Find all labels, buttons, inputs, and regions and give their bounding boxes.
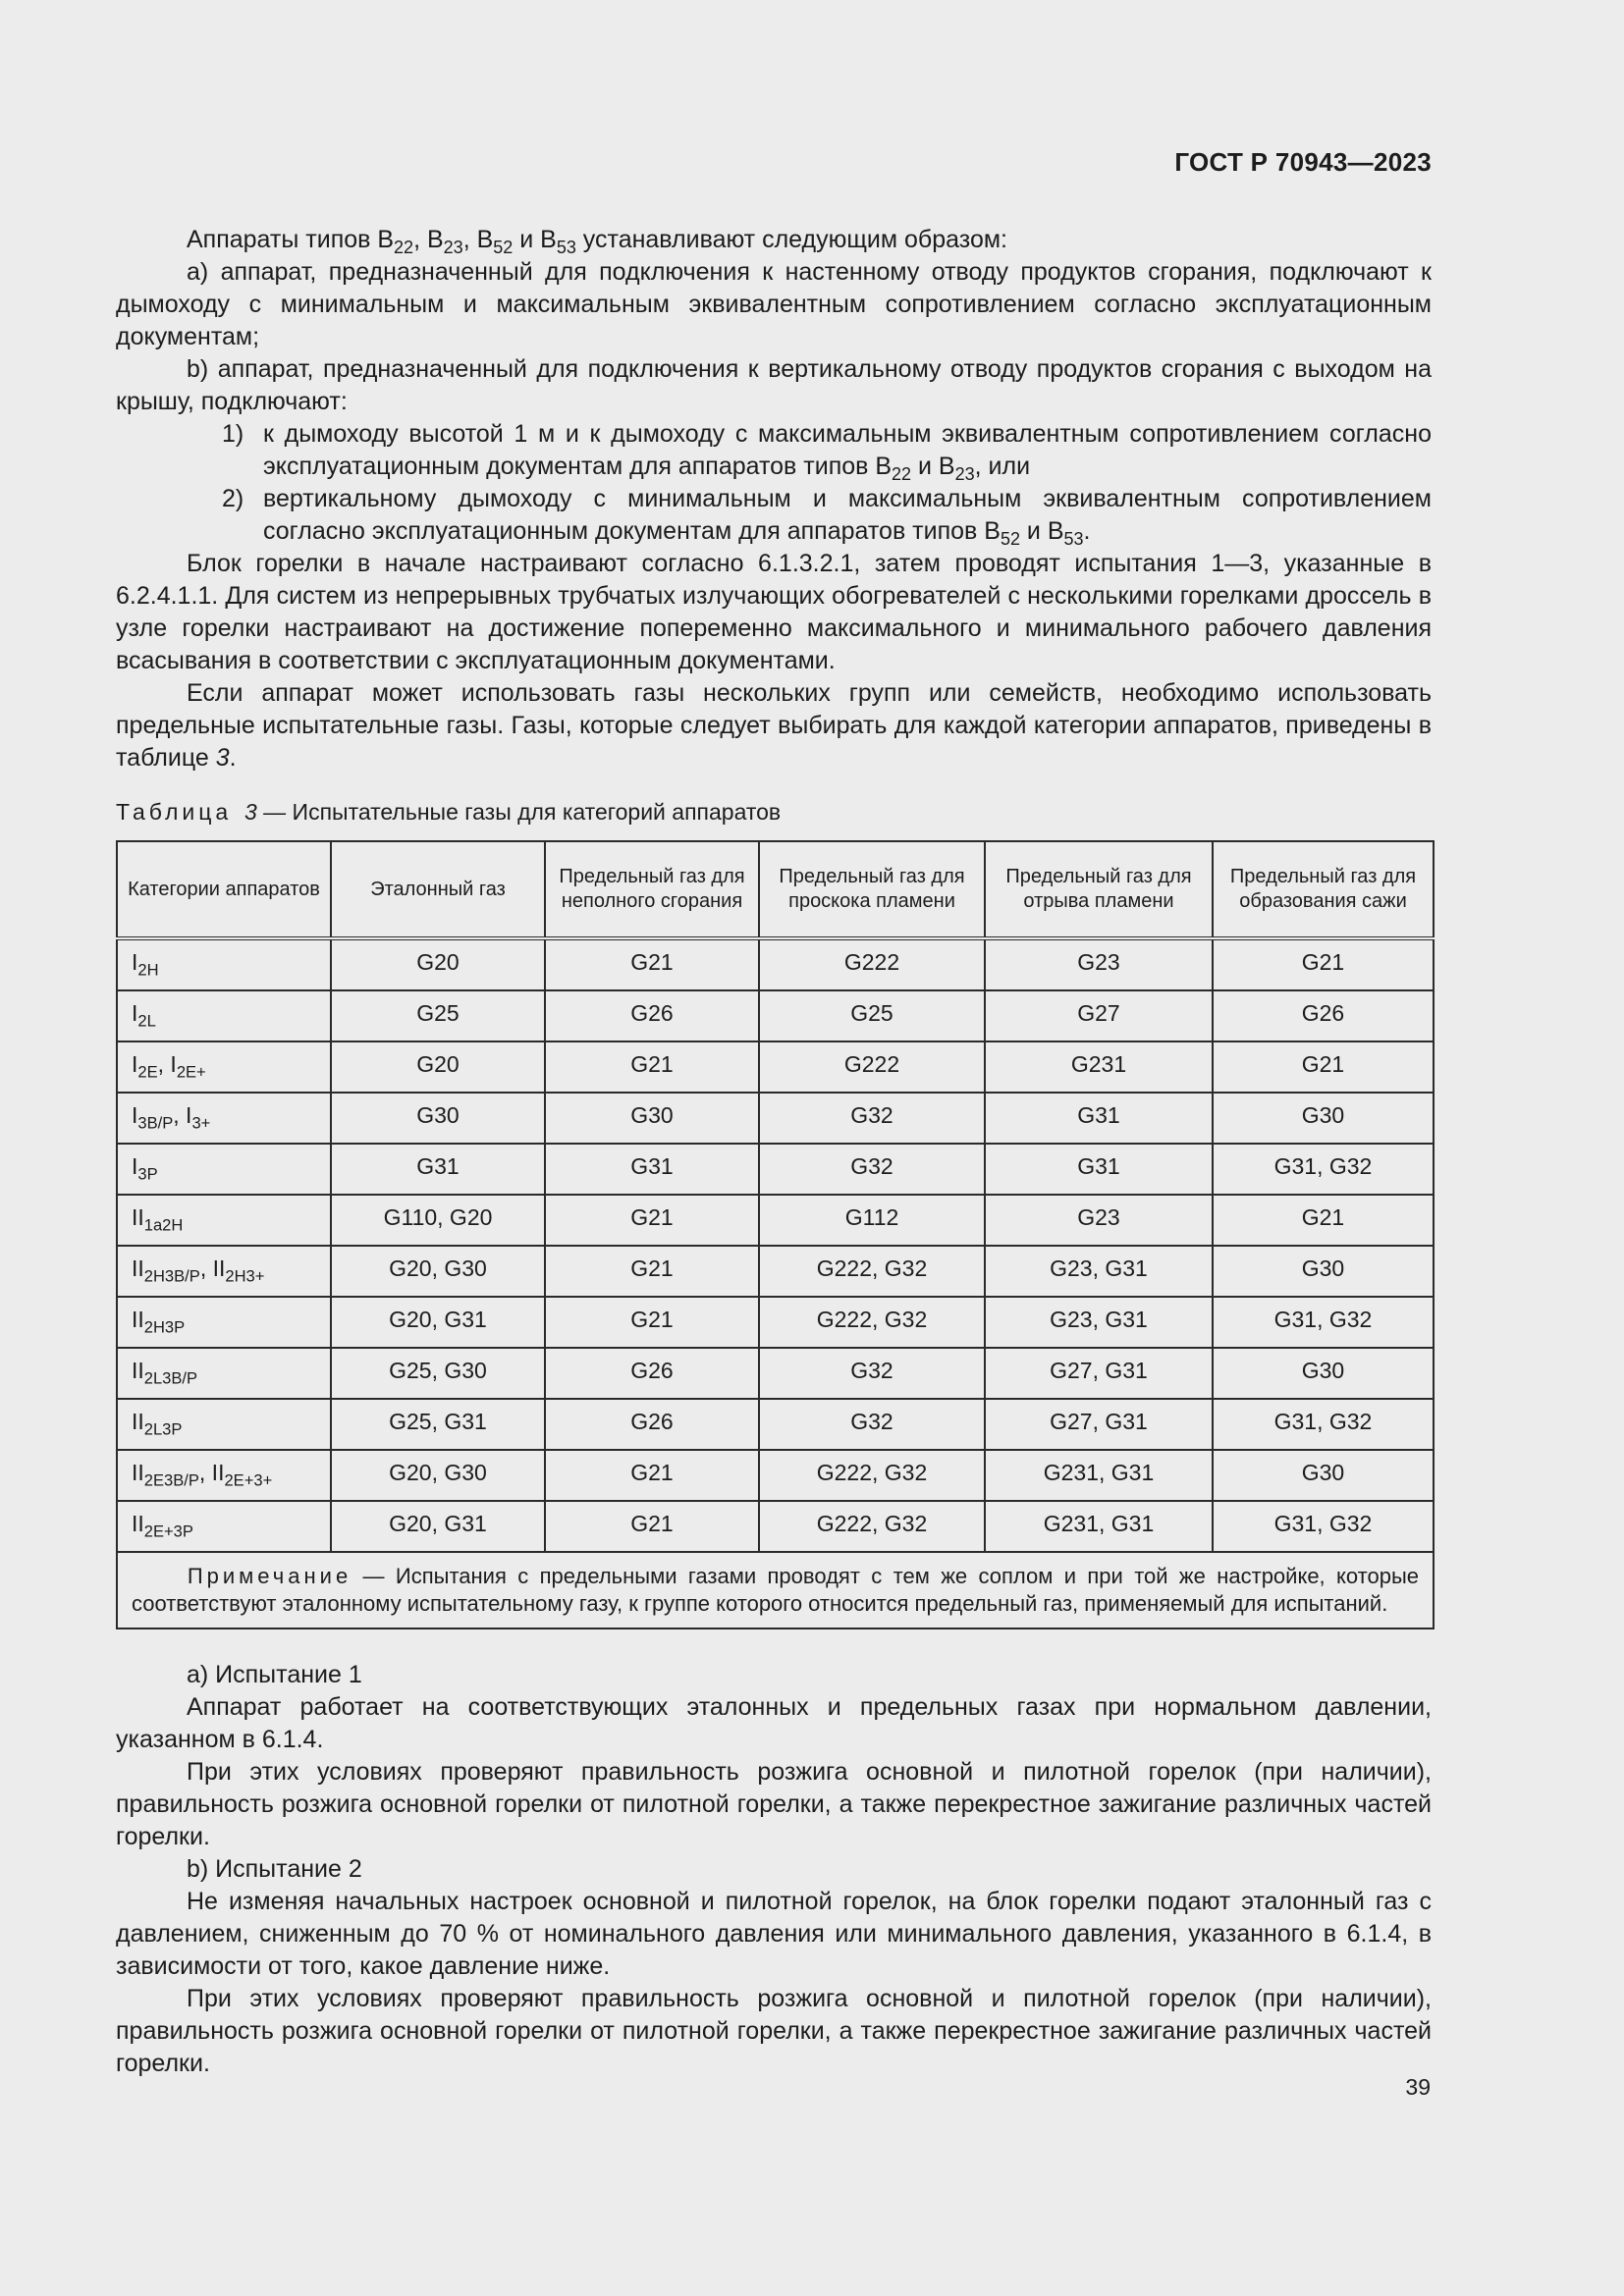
table-row: [117, 1144, 1434, 1195]
test2-paragraph-1: Не изменяя начальных настроек основной и пилотной горелок, на блок горелки подают эталонный газ с давлением, сниженным до 70 % от номинального давления или минимального давления, указанного в 6.1.4, в зависимости от того, какое давление ниже.: [116, 1888, 1432, 1980]
gas-cell: G26: [545, 1399, 759, 1450]
gas-cell: G21: [545, 1450, 759, 1501]
gas-cell: G112: [759, 1195, 985, 1246]
test1-paragraph-2: При этих условиях проверяют правильность розжига основной и пилотной горелок (при наличии), правильность розжига основной горелки от пилотной горелки, а также перекрестное зажигание различных частей горелки.: [116, 1758, 1432, 1850]
list-item-1: 1) к дымоходу высотой 1 м и к дымоходу с максимальным эквивалентным сопротивлением согласно эксплуатационным документам для аппаратов типов $B_{22}$ и $B_{23}$, или: [222, 420, 1432, 484]
gas-cell: G32: [759, 1144, 985, 1195]
table-row: [117, 1450, 1434, 1501]
gas-cell: G32: [759, 1093, 985, 1144]
gas-cell: G25: [759, 990, 985, 1041]
gas-cell: G110, G20: [331, 1195, 545, 1246]
gas-cell: G20, G30: [331, 1246, 545, 1297]
table-row: [117, 1195, 1434, 1246]
test-gases-table: [116, 840, 1435, 1629]
gas-cell: G21: [545, 1297, 759, 1348]
gas-cell: G21: [1213, 938, 1434, 990]
test2-heading: b) Испытание 2: [187, 1855, 362, 1883]
column-header: Предельный газ для отрыва пламени: [985, 841, 1213, 938]
category-cell: $I_{2H}$: [117, 938, 331, 990]
gas-cell: G32: [759, 1348, 985, 1399]
gas-cell: G30: [1213, 1093, 1434, 1144]
table-header-row: [117, 841, 1434, 938]
gas-cell: G21: [1213, 1195, 1434, 1246]
gas-cell: G30: [1213, 1348, 1434, 1399]
gas-cell: G21: [545, 1041, 759, 1093]
gas-cell: G31: [545, 1144, 759, 1195]
page-body: [116, 224, 1432, 2080]
gas-cell: G31, G32: [1213, 1297, 1434, 1348]
gas-cell: G231: [985, 1041, 1213, 1093]
category-cell: $II_{2H3P}$: [117, 1297, 331, 1348]
gas-cell: G23: [985, 938, 1213, 990]
gas-cell: G25, G30: [331, 1348, 545, 1399]
gas-cell: G21: [545, 938, 759, 990]
column-header: Предельный газ для образования сажи: [1213, 841, 1434, 938]
gas-cell: G25, G31: [331, 1399, 545, 1450]
gas-cell: G21: [545, 1195, 759, 1246]
gas-cell: G31: [985, 1093, 1213, 1144]
gas-cell: G27: [985, 990, 1213, 1041]
gas-cell: G20, G30: [331, 1450, 545, 1501]
gas-cell: G30: [1213, 1246, 1434, 1297]
gas-cell: G23, G31: [985, 1246, 1213, 1297]
gas-cell: G26: [545, 1348, 759, 1399]
gas-cell: G30: [545, 1093, 759, 1144]
category-cell: $I_{3P}$: [117, 1144, 331, 1195]
gas-cell: G32: [759, 1399, 985, 1450]
gas-cell: G20, G31: [331, 1501, 545, 1552]
gas-cell: G21: [545, 1501, 759, 1552]
gas-cell: G222, G32: [759, 1246, 985, 1297]
gas-cell: G31, G32: [1213, 1144, 1434, 1195]
document-id-header: ГОСТ Р 70943—2023: [1174, 147, 1432, 177]
page-number: 39: [1405, 2074, 1431, 2100]
table-row: [117, 1297, 1434, 1348]
gas-cell: G31: [985, 1144, 1213, 1195]
category-cell: $II_{2H3B/P}$, $II_{2H3+}$: [117, 1246, 331, 1297]
table-row: [117, 1501, 1434, 1552]
gas-cell: G30: [331, 1093, 545, 1144]
gas-cell: G26: [545, 990, 759, 1041]
gas-cell: G222, G32: [759, 1501, 985, 1552]
gas-cell: G31, G32: [1213, 1399, 1434, 1450]
limit-gases-paragraph: Если аппарат может использовать газы нескольких групп или семейств, необходимо использовать предельные испытательные газы. Газы, которые следует выбирать для каждой категории аппаратов, приведены в таблице 3.: [116, 679, 1432, 772]
gas-cell: G231, G31: [985, 1501, 1213, 1552]
gas-cell: G222, G32: [759, 1450, 985, 1501]
gas-cell: G31, G32: [1213, 1501, 1434, 1552]
column-header: Эталонный газ: [331, 841, 545, 938]
column-header: Категории аппаратов: [117, 841, 331, 938]
gas-cell: G23: [985, 1195, 1213, 1246]
category-cell: $II_{2L3P}$: [117, 1399, 331, 1450]
gas-cell: G23, G31: [985, 1297, 1213, 1348]
category-cell: $I_{2L}$: [117, 990, 331, 1041]
gas-cell: G222: [759, 938, 985, 990]
table-row: [117, 990, 1434, 1041]
table-note: Примечание — Испытания с предельными газами проводят с тем же соплом и при той же настройке, которые соответствуют эталонному испытательному газу, к группе которого относится предельный газ, применяемый для испытаний.: [117, 1552, 1434, 1629]
category-cell: $II_{1a2H}$: [117, 1195, 331, 1246]
table-caption: Таблица 3 — Испытательные газы для категорий аппаратов: [116, 799, 782, 825]
gas-cell: G27, G31: [985, 1399, 1213, 1450]
category-cell: $I_{3B/P}$, $I_{3+}$: [117, 1093, 331, 1144]
gas-cell: G231, G31: [985, 1450, 1213, 1501]
column-header: Предельный газ для проскока пламени: [759, 841, 985, 938]
gas-cell: G21: [545, 1246, 759, 1297]
gas-cell: G31: [331, 1144, 545, 1195]
table-row: [117, 1041, 1434, 1093]
gas-cell: G222: [759, 1041, 985, 1093]
test1-paragraph-1: Аппарат работает на соответствующих эталонных и предельных газах при нормальном давлении, указанном в 6.1.4.: [116, 1693, 1432, 1753]
table-row: [117, 938, 1434, 990]
list-item-2: 2) вертикальному дымоходу с минимальным и максимальным эквивалентным сопротивлением согласно эксплуатационным документам для аппаратов типов $B_{52}$ и $B_{53}$.: [222, 485, 1432, 549]
gas-cell: G20: [331, 938, 545, 990]
test2-paragraph-2: При этих условиях проверяют правильность розжига основной и пилотной горелок (при наличии), правильность розжига основной горелки от пилотной горелки, а также перекрестное зажигание различных частей горелки.: [116, 1985, 1432, 2077]
intro-paragraph: Аппараты типов $B_{22}$, $B_{23}$, $B_{52}$ и $B_{53}$ устанавливают следующим образом:: [187, 226, 1007, 257]
category-cell: $II_{2E+3P}$: [117, 1501, 331, 1552]
table-row: [117, 1399, 1434, 1450]
category-cell: $II_{2L3B/P}$: [117, 1348, 331, 1399]
gas-cell: G26: [1213, 990, 1434, 1041]
item-a-paragraph: a) аппарат, предназначенный для подключения к настенному отводу продуктов сгорания, подключают к дымоходу с минимальным и максимальным эквивалентным сопротивлением согласно эксплуатационным документам;: [116, 258, 1432, 350]
gas-cell: G20: [331, 1041, 545, 1093]
table-row: [117, 1093, 1434, 1144]
category-cell: $I_{2E}$, $I_{2E+}$: [117, 1041, 331, 1093]
table-note-row: [117, 1552, 1434, 1629]
gas-cell: G27, G31: [985, 1348, 1213, 1399]
gas-cell: G20, G31: [331, 1297, 545, 1348]
table-row: [117, 1348, 1434, 1399]
gas-cell: G30: [1213, 1450, 1434, 1501]
gas-cell: G222, G32: [759, 1297, 985, 1348]
item-b-paragraph: b) аппарат, предназначенный для подключения к вертикальному отводу продуктов сгорания с выходом на крышу, подключают:: [116, 355, 1432, 415]
category-cell: $II_{2E3B/P}$, $II_{2E+3+}$: [117, 1450, 331, 1501]
gas-cell: G25: [331, 990, 545, 1041]
gas-cell: G21: [1213, 1041, 1434, 1093]
table-row: [117, 1246, 1434, 1297]
column-header: Предельный газ для неполного сгорания: [545, 841, 759, 938]
burner-setup-paragraph: Блок горелки в начале настраивают согласно 6.1.3.2.1, затем проводят испытания 1—3, указанные в 6.2.4.1.1. Для систем из непрерывных трубчатых излучающих обогревателей с несколькими горелками дроссель в узле горелки настраивают на достижение попеременно максимального и минимального рабочего давления всасывания в соответствии с эксплуатационным документами.: [116, 550, 1432, 674]
test1-heading: a) Испытание 1: [187, 1661, 362, 1688]
